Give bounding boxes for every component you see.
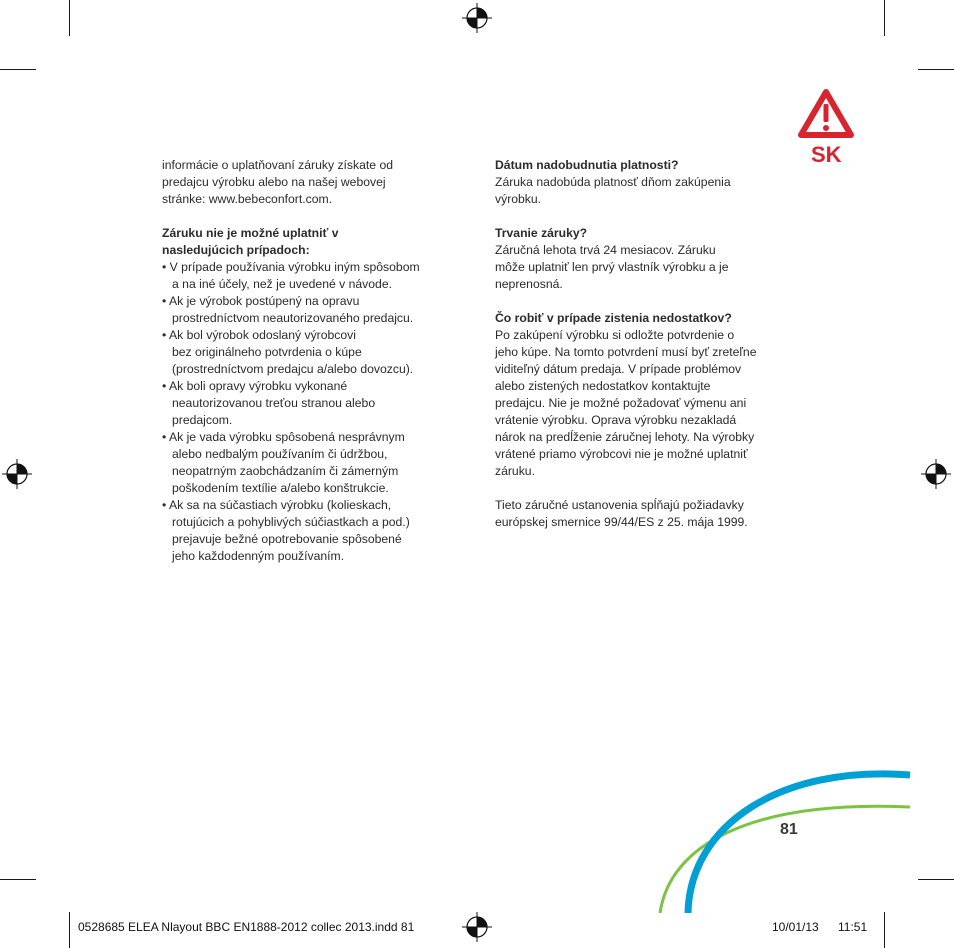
text-line: Záruka nadobúda platnosť dňom zakúpenia [495,175,731,189]
bullet-line: prejavuje bežné opotrebovanie spôsobené [172,532,402,546]
bullet-item [162,259,462,293]
bullet-line: • Ak je výrobok postúpený na opravu [162,294,360,308]
registration-mark-icon [2,459,32,489]
intro-line: stránke: www.bebeconfort.com. [162,192,333,206]
section-heading: Trvanie záruky? [495,226,588,240]
crop-mark [884,912,885,948]
crop-mark [918,879,954,880]
bullet-item [162,293,462,327]
intro-line: informácie o uplatňovaní záruky získate od [162,158,394,172]
bullet-line: predajcom. [172,413,233,427]
bullet-line: poškodením textílie a/alebo konštrukcie. [172,481,389,495]
intro-line: predajcu výrobku alebo na našej webovej [162,175,386,189]
slug-file: 0528685 ELEA Nlayout BBC EN1888-2012 collec 2013.indd 81 [78,920,415,934]
bullet-item [162,327,462,378]
text-line: vrátené priamo výrobcovi nie je možné uplatniť [495,447,748,461]
text-line: jeho kúpe. Na tomto potvrdení musí byť zreteľne [495,345,757,359]
text-line: môže uplatniť len prvý vlastník výrobku a je [495,260,729,274]
text-line: alebo zistených nedostatkov kontaktujte [495,379,711,393]
text-line: vrátenie výrobku. Oprava výrobku nezakladá [495,413,737,427]
text-line: neprenosná. [495,277,563,291]
closing-line: Tieto záručné ustanovenia spĺňajú požiadavky [495,498,744,512]
registration-mark-icon [462,3,492,33]
bullet-line: • Ak boli opravy výrobku vykonané [162,379,348,393]
text-line: záruku. [495,464,535,478]
crop-mark [0,879,36,880]
bullet-line: neopatrným zaobchádzaním či zámerným [172,464,399,478]
bullet-line: a na iné účely, než je uvedené v návode. [172,277,392,291]
bullet-item [162,497,462,565]
slug-time: 11:51 [838,920,868,934]
bullet-line: • Ak bol výrobok odoslaný výrobcovi [162,328,356,342]
text-line: predajcu. Nie je možné požadovať výmenu ani [495,396,747,410]
bullet-line: bez originálneho potvrdenia o kúpe [172,345,362,359]
text-line: Po zakúpení výrobku si odložte potvrdenie o [495,328,735,342]
section-heading: nasledujúcich prípadoch: [162,243,310,257]
bullet-line: rotujúcich a pohyblivých súčiastkach a pod.) [172,515,410,529]
section-heading: Dátum nadobudnutia platnosti? [495,158,679,172]
right-column [495,157,805,531]
bullet-line: alebo nedbalým používaním či údržbou, [172,447,388,461]
bullet-item [162,378,462,429]
registration-mark-icon [462,912,492,942]
text-line: viditeľný dátum predaja. V prípade problémov [495,362,742,376]
crop-mark [0,69,36,70]
bullet-line: (prostredníctvom predajcu a/alebo dovozcu). [172,362,414,376]
crop-mark [69,912,70,948]
bullet-line: prostredníctvom neautorizovaného predajcu. [172,311,414,325]
crop-mark [884,0,885,36]
bullet-line: • Ak sa na súčastiach výrobku (kolieskach, [162,498,392,512]
text-line: Záručná lehota trvá 24 mesiacov. Záruku [495,243,716,257]
bullet-line: • V prípade používania výrobku iným spôsobom [162,260,420,274]
bullet-line: jeho každodenným používaním. [172,549,345,563]
registration-mark-icon [921,459,951,489]
bullet-item [162,429,462,497]
text-line: výrobku. [495,192,542,206]
section-heading: Záruku nie je možné uplatniť v [162,226,339,240]
text-line: nárok na predĺženie záručnej lehoty. Na výrobky [495,430,755,444]
slug-date: 10/01/13 [772,920,819,934]
closing-line: európskej smernice 99/44/ES z 25. mája 1999. [495,515,748,529]
warning-triangle-icon [797,88,855,140]
bullet-line: neautorizovanou treťou stranou alebo [172,396,376,410]
crop-mark [918,69,954,70]
page-number: 81 [780,821,798,838]
bullet-line: • Ak je vada výrobku spôsobená nesprávnym [162,430,405,444]
language-badge: SK [811,142,842,167]
crop-mark [69,0,70,36]
decorative-arcs [640,765,920,915]
left-column [162,157,462,565]
section-heading: Čo robiť v prípade zistenia nedostatkov? [495,311,732,325]
